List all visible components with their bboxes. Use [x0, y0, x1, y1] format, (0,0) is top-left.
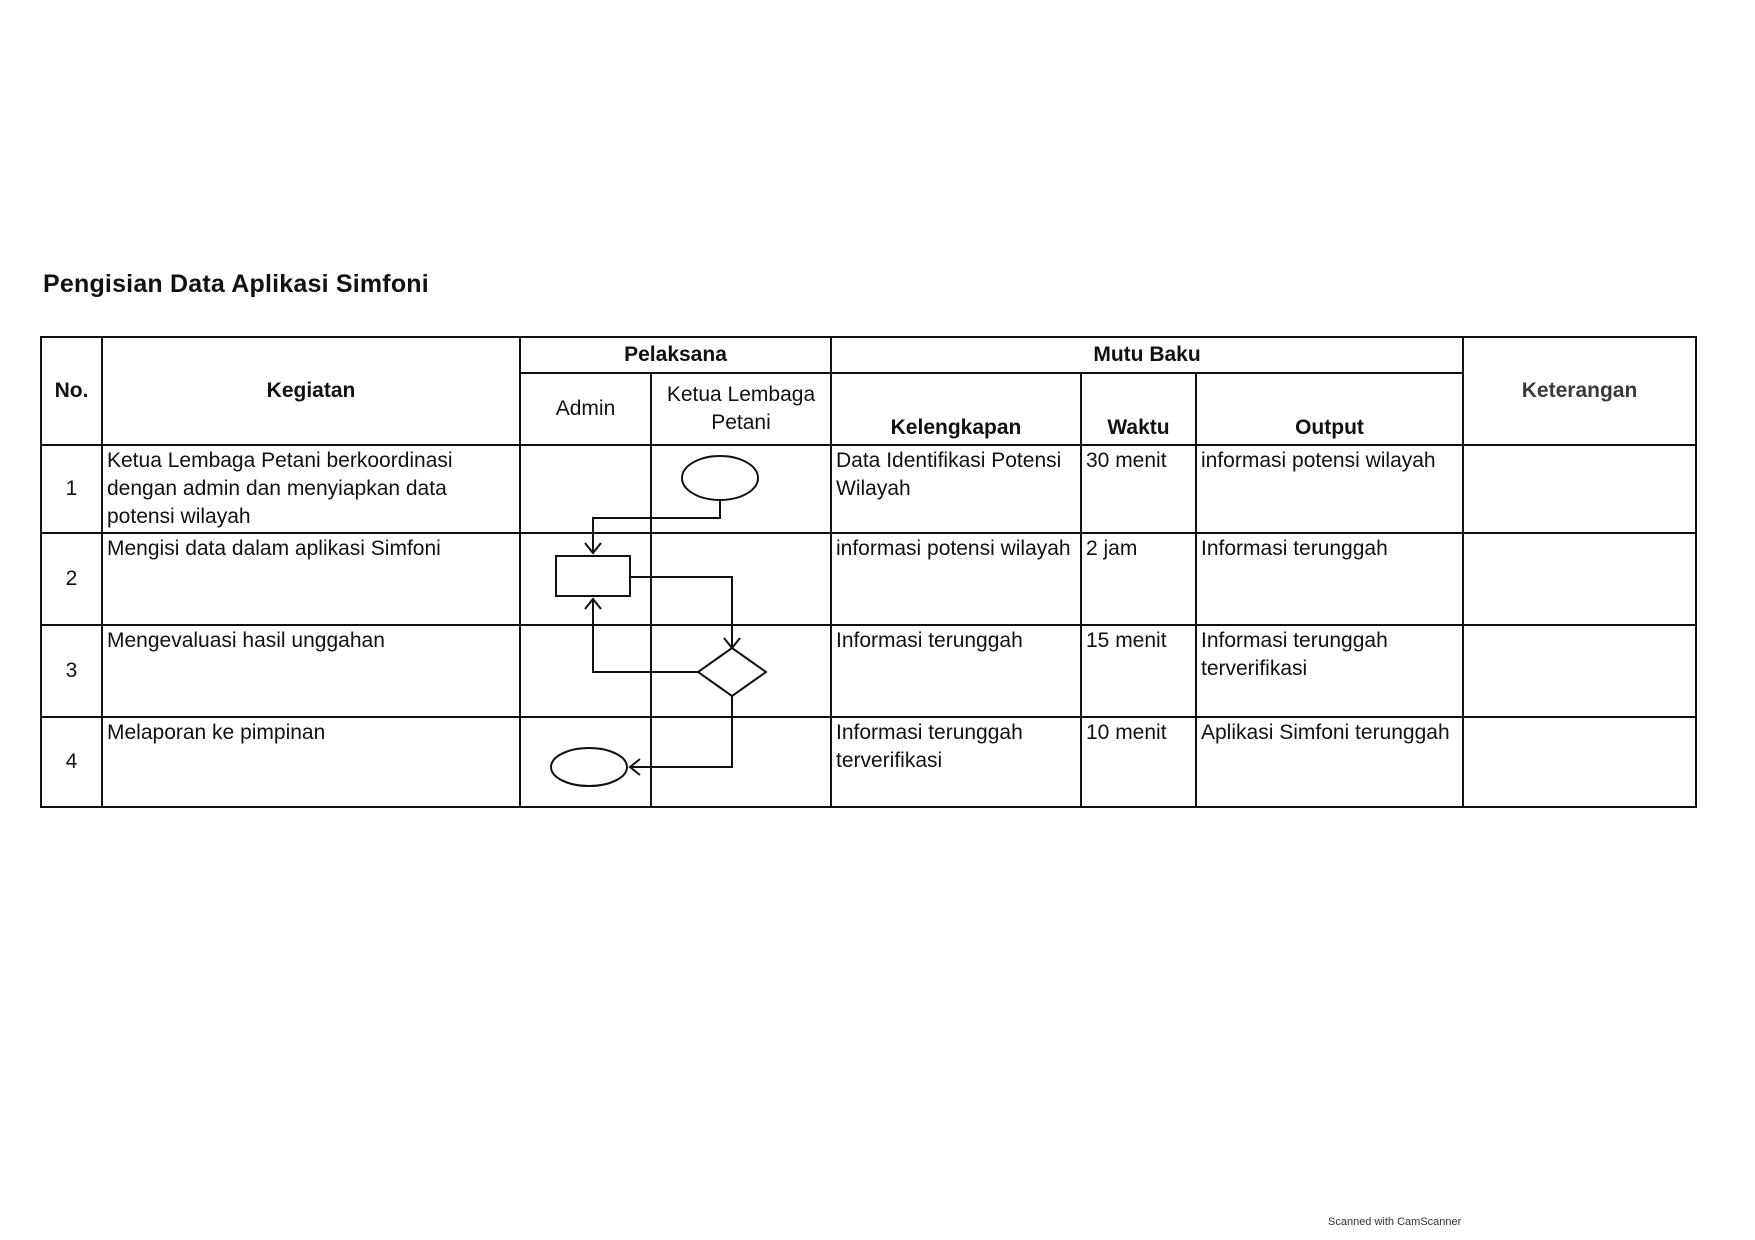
sop-table — [40, 336, 1697, 808]
row-kelengkapan: Informasi terunggah terverifikasi — [831, 717, 1081, 807]
row-no: 4 — [41, 717, 102, 807]
lane-admin-cell — [520, 717, 651, 807]
row-output: Aplikasi Simfoni terunggah — [1196, 717, 1463, 807]
header-mutu-baku: Mutu Baku — [831, 337, 1463, 373]
scanner-watermark: Scanned with CamScanner — [1328, 1216, 1462, 1228]
row-output: Informasi terunggah — [1196, 533, 1463, 625]
header-waktu: Waktu — [1081, 373, 1196, 445]
header-kegiatan: Kegiatan — [102, 337, 520, 445]
lane-admin-cell — [520, 445, 651, 533]
row-no: 2 — [41, 533, 102, 625]
row-kegiatan: Mengevaluasi hasil unggahan — [102, 625, 520, 717]
lane-admin-cell — [520, 533, 651, 625]
row-no: 1 — [41, 445, 102, 533]
lane-ketua-cell — [651, 625, 831, 717]
table-row — [41, 717, 1696, 807]
row-output: Informasi terunggah terverifikasi — [1196, 625, 1463, 717]
lane-ketua-cell — [651, 533, 831, 625]
row-kegiatan: Ketua Lembaga Petani berkoordinasi dengan admin dan menyiapkan data potensi wilayah — [102, 445, 520, 533]
header-keterangan: Keterangan — [1463, 337, 1696, 445]
row-waktu: 10 menit — [1081, 717, 1196, 807]
row-waktu: 2 jam — [1081, 533, 1196, 625]
row-no: 3 — [41, 625, 102, 717]
header-admin: Admin — [520, 373, 651, 445]
row-output: informasi potensi wilayah — [1196, 445, 1463, 533]
lane-admin-cell — [520, 625, 651, 717]
lane-ketua-cell — [651, 445, 831, 533]
header-pelaksana: Pelaksana — [520, 337, 831, 373]
row-keterangan — [1463, 717, 1696, 807]
table-row — [41, 533, 1696, 625]
row-kelengkapan: Data Identifikasi Potensi Wilayah — [831, 445, 1081, 533]
row-waktu: 15 menit — [1081, 625, 1196, 717]
row-kelengkapan: informasi potensi wilayah — [831, 533, 1081, 625]
row-waktu: 30 menit — [1081, 445, 1196, 533]
header-ketua: Ketua Lembaga Petani — [651, 373, 831, 445]
row-keterangan — [1463, 445, 1696, 533]
lane-ketua-cell — [651, 717, 831, 807]
row-kelengkapan: Informasi terunggah — [831, 625, 1081, 717]
table-row — [41, 445, 1696, 533]
row-kegiatan: Melaporan ke pimpinan — [102, 717, 520, 807]
header-no: No. — [41, 337, 102, 445]
row-keterangan — [1463, 533, 1696, 625]
header-kelengkapan: Kelengkapan — [831, 373, 1081, 445]
row-kegiatan: Mengisi data dalam aplikasi Simfoni — [102, 533, 520, 625]
page-title: Pengisian Data Aplikasi Simfoni — [43, 270, 429, 298]
table-row — [41, 625, 1696, 717]
row-keterangan — [1463, 625, 1696, 717]
header-output: Output — [1196, 373, 1463, 445]
